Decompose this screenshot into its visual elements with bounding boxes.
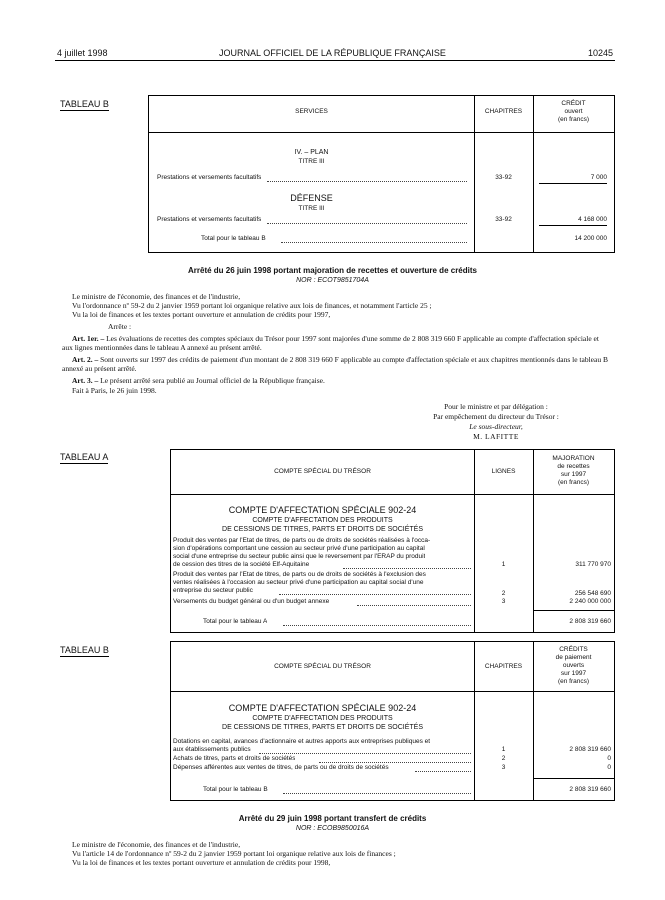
table2-sub2: DE CESSIONS DE TITRES, PARTS ET DROITS DE SOCIÉTÉS [222,526,423,533]
table3-r1-line0: Dotations en capital, avances d'actionnaire et autres apports aux entreprises publiques et [173,738,431,745]
table1-col-chapitres: CHAPITRES [484,108,523,115]
table3-heading: COMPTE D'AFFECTATION SPÉCIALE 902-24 [228,703,417,713]
arrete2-p2: Vu l'article 14 de l'ordonnance nº 59-2 du 2 janvier 1959 portant loi organique relative aux lois de finances ; [72,849,396,858]
table1-total-value: 14 200 000 [574,235,607,242]
table3-sub1: COMPTE D'AFFECTATION DES PRODUITS [252,715,393,722]
table1-plan-titre: TITRE III [298,158,325,165]
arrete1-p2: Vu l'ordonnance nº 59-2 du 2 janvier 1959 portant loi organique relative aux lois de finances, et notamment l'article 25 ; [72,301,432,310]
table3-r2-chap: 2 [501,755,506,762]
table3-col-credits: CRÉDITS de paiement ouverts sur 1997 (en francs) [555,646,592,685]
table2-col-lignes: LIGNES [491,468,516,475]
arrete2-title: Arrêté du 29 juin 1998 portant transfert de crédits [238,814,427,823]
table2-total-label: Total pour le tableau A [203,618,268,625]
arrete1-p3: Vu la loi de finances et les textes portant ouverture et annulation de crédits pour 1997, [72,310,331,319]
table2-r1-line2: social d'une entreprise du secteur public ainsi que le reversement par l'ERAP du produit [173,553,426,560]
table3-r1-chap: 1 [501,746,506,753]
table3-r1-line1: aux établissements publics [173,746,251,753]
header-rule [55,60,615,61]
table1-defense-row-chap: 33-92 [495,216,512,223]
table2-r1-ligne: 1 [501,561,506,568]
table3-sub2: DE CESSIONS DE TITRES, PARTS ET DROITS DE SOCIÉTÉS [222,724,423,731]
arrete1-art1-label: Art. 1er. – [72,334,105,343]
arrete1-art3-label: Art. 3. – [72,376,99,385]
table2-heading: COMPTE D'AFFECTATION SPÉCIALE 902-24 [228,505,417,515]
table1-tag: TABLEAU B [60,99,109,109]
arrete1-art3: Art. 3. – Le présent arrêté sera publié au Journal officiel de la République française. [72,376,325,385]
table3-total-value: 2 808 319 660 [569,786,611,793]
table3-r3-value: 0 [607,764,611,771]
table1-defense-row-value: 4 168 000 [578,216,607,223]
arrete1-sig1: Pour le ministre et par délégation : [444,402,548,411]
table1-plan-row-label: Prestations et versements facultatifs [157,174,262,181]
arrete1-art2-label: Art. 2. – [72,355,99,364]
table1-defense-heading: DÉFENSE [290,193,333,203]
table3-r3-label: Dépenses afférentes aux ventes de titres, de parts ou de droits de sociétés [173,764,389,771]
table1-col-credit: CRÉDIT ouvert (en francs) [557,100,590,123]
table1-defense-row-label: Prestations et versements facultatifs [157,216,262,223]
table1-plan-row-value: 7 000 [590,174,607,181]
table2-r2-line1: ventes réalisées à l'occasion au secteur privé d'une participation au capital social d'une [173,579,424,586]
table2-r2-ligne: 2 [501,590,506,597]
arrete1-sig2: Par empêchement du directeur du Trésor : [433,412,559,421]
arrete1-p1: Le ministre de l'économie, des finances et de l'industrie, [72,292,241,301]
arrete1-art2: Art. 2. – Sont ouverts sur 1997 des crédits de paiement d'un montant de 2 808 319 660 F applicable au compte d'affectation spéciale et aux chapitres mentionnés dans le tableau B annexé au présent arrêté. [62,355,608,374]
arrete1-fait: Fait à Paris, le 26 juin 1998. [72,386,157,395]
table2-r3-ligne: 3 [501,598,506,605]
page-date: 4 juillet 1998 [57,48,108,58]
table1-plan-heading: IV. – PLAN [294,149,329,156]
table1-plan-row-chap: 33-92 [495,174,512,181]
table3-r2-value: 0 [607,755,611,762]
table2-r1-line3: de cession des titres de la société Elf-Aquitaine [173,561,310,568]
table3-tag: TABLEAU B [60,645,109,655]
table2-sub1: COMPTE D'AFFECTATION DES PRODUITS [252,517,393,524]
table2-r1-line1: sion d'opérations comportant une cession au secteur privé d'une participation au capital [173,545,425,552]
table2-r2-value: 256 548 690 [574,590,611,597]
table1-defense-titre: TITRE III [298,205,325,212]
arrete2-nor: NOR : ECOB9850016A [295,825,370,832]
table2-tag: TABLEAU A [60,452,109,462]
table2-col-compte: COMPTE SPÉCIAL DU TRÉSOR [274,468,371,475]
table1-total-label: Total pour le tableau B [201,235,266,242]
table2-r1-value: 311 770 970 [575,561,611,568]
table3 [170,641,615,801]
table2-r2-line0: Produit des ventes par l'Etat de titres, de parts ou de droits de sociétés à l'exclusion des [173,571,426,578]
arrete1-sig3: Le sous-directeur, [469,422,523,431]
table3-r1-value: 2 808 319 660 [569,746,611,753]
arrete1-sig4: M. LAFITTE [473,432,519,441]
table2-total-value: 2 808 319 660 [569,618,611,625]
arrete2-p1: Le ministre de l'économie, des finances et de l'industrie, [72,840,241,849]
arrete2-p3: Vu la loi de finances et les textes portant ouverture et annulation de crédits pour 1998, [72,858,331,867]
arrete1-arrete: Arrête : [108,322,132,331]
arrete1-art1: Art. 1er. – Les évaluations de recettes des comptes spéciaux du Trésor pour 1997 sont majorées d'une somme de 2 808 319 660 F applicable au compte d'affectation spéciale et aux lignes mentionnées dans le tableau A annexé au présent arrêté. [62,334,599,353]
table3-col-chapitres: CHAPITRES [484,663,523,670]
table2-r1-line0: Produit des ventes par l'Etat de titres, de parts ou de droits de sociétés réalisées à l'occa- [173,537,431,544]
table2-r3-label: Versements du budget général ou d'un budget annexe [173,598,330,605]
table3-r3-chap: 3 [501,764,506,771]
table2-r3-value: 2 240 000 000 [569,598,611,605]
table3-total-label: Total pour le tableau B [203,786,268,793]
table1 [148,95,615,253]
arrete1-title: Arrêté du 26 juin 1998 portant majoration de recettes et ouverture de crédits [188,266,477,275]
table3-r2-label: Achats de titres, parts et droits de sociétés [173,755,296,762]
arrete1-nor: NOR : ECOT9851704A [296,277,369,284]
table2 [170,449,615,633]
table3-col-compte: COMPTE SPÉCIAL DU TRÉSOR [274,663,371,670]
table2-r2-line2: entreprise du secteur public [173,587,253,594]
page-number: 10245 [587,48,613,58]
table2-col-major: MAJORATION de recettes sur 1997 (en francs) [552,455,595,486]
journal-title: JOURNAL OFFICIEL DE LA RÉPUBLIQUE FRANÇAISE [219,48,446,58]
table1-col-services: SERVICES [295,108,328,115]
